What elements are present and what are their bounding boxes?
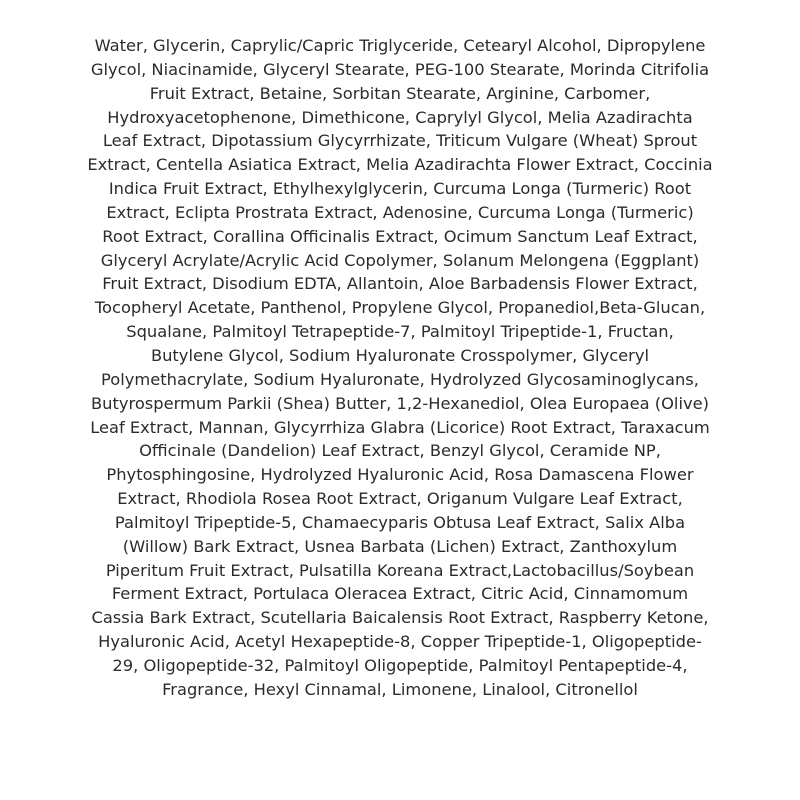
ingredients-line: Piperitum Fruit Extract, Pulsatilla Koreana Extract,Lactobacillus/Soybean xyxy=(105,560,695,580)
ingredients-line: Butylene Glycol, Sodium Hyaluronate Crosspolymer, Glyceryl xyxy=(150,345,650,365)
ingredients-line: Polymethacrylate, Sodium Hyaluronate, Hydrolyzed Glycosaminoglycans, xyxy=(101,369,699,389)
ingredients-line: Extract, Rhodiola Rosea Root Extract, Origanum Vulgare Leaf Extract, xyxy=(117,489,683,509)
ingredients-line: Ferment Extract, Portulaca Oleracea Extract, Citric Acid, Cinnamomum xyxy=(111,584,689,604)
ingredients-line: Cassia Bark Extract, Scutellaria Baicalensis Root Extract, Raspberry Ketone, xyxy=(91,608,709,628)
ingredients-line: Root Extract, Corallina Officinalis Extract, Ocimum Sanctum Leaf Extract, xyxy=(102,226,698,246)
ingredients-line: (Willow) Bark Extract, Usnea Barbata (Lichen) Extract, Zanthoxylum xyxy=(122,536,678,556)
ingredients-line: Hyaluronic Acid, Acetyl Hexapeptide-8, Copper Tripeptide-1, Oligopeptide- xyxy=(98,632,702,652)
ingredients-line: Officinale (Dandelion) Leaf Extract, Benzyl Glycol, Ceramide NP, xyxy=(139,441,661,461)
ingredients-line: Water, Glycerin, Caprylic/Capric Triglyceride, Cetearyl Alcohol, Dipropylene xyxy=(94,36,706,55)
ingredients-line: Squalane, Palmitoyl Tetrapeptide-7, Palmitoyl Tripeptide-1, Fructan, xyxy=(126,322,674,342)
ingredients-line: Indica Fruit Extract, Ethylhexylglycerin, Curcuma Longa (Turmeric) Root xyxy=(108,179,692,199)
ingredients-line: Extract, Eclipta Prostrata Extract, Adenosine, Curcuma Longa (Turmeric) xyxy=(106,202,694,222)
ingredients-line: Leaf Extract, Mannan, Glycyrrhiza Glabra (Licorice) Root Extract, Taraxacum xyxy=(90,417,710,437)
ingredients-line: Extract, Centella Asiatica Extract, Melia Azadirachta Flower Extract, Coccinia xyxy=(87,155,713,175)
ingredients-list xyxy=(0,34,800,702)
ingredients-line: Tocopheryl Acetate, Panthenol, Propylene Glycol, Propanediol,Beta-Glucan, xyxy=(94,298,706,318)
ingredients-line: Phytosphingosine, Hydrolyzed Hyaluronic Acid, Rosa Damascena Flower xyxy=(106,465,694,485)
ingredients-line: Glycol, Niacinamide, Glyceryl Stearate, PEG-100 Stearate, Morinda Citrifolia xyxy=(90,59,710,79)
ingredients-line: Fruit Extract, Disodium EDTA, Allantoin, Aloe Barbadensis Flower Extract, xyxy=(102,274,698,294)
ingredients-line: Hydroxyacetophenone, Dimethicone, Caprylyl Glycol, Melia Azadirachta xyxy=(107,107,693,127)
ingredients-line: Glyceryl Acrylate/Acrylic Acid Copolymer, Solanum Melongena (Eggplant) xyxy=(100,250,700,270)
ingredients-line: Butyrospermum Parkii (Shea) Butter, 1,2-Hexanediol, Olea Europaea (Olive) xyxy=(90,393,709,413)
ingredients-line: Fragrance, Hexyl Cinnamal, Limonene, Linalool, Citronellol xyxy=(162,679,638,699)
ingredients-line: Leaf Extract, Dipotassium Glycyrrhizate, Triticum Vulgare (Wheat) Sprout xyxy=(102,131,698,151)
ingredients-line: Palmitoyl Tripeptide-5, Chamaecyparis Obtusa Leaf Extract, Salix Alba xyxy=(114,512,686,532)
ingredients-line: Fruit Extract, Betaine, Sorbitan Stearate, Arginine, Carbomer, xyxy=(149,83,651,103)
ingredients-line: 29, Oligopeptide-32, Palmitoyl Oligopeptide, Palmitoyl Pentapeptide-4, xyxy=(112,655,688,675)
